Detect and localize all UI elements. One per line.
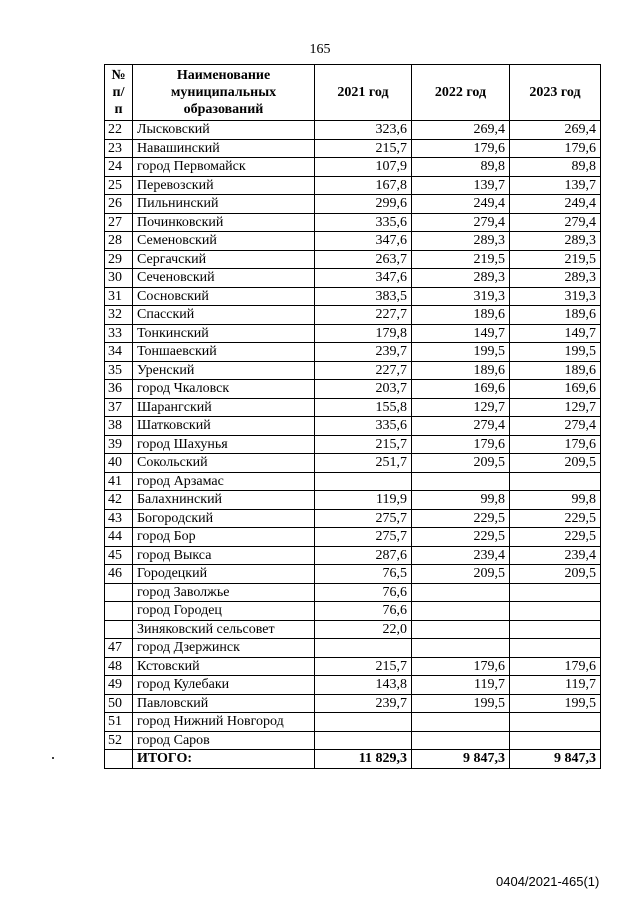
row-number-cell: 39 xyxy=(105,435,133,454)
municipality-name-cell: город Саров xyxy=(133,731,315,750)
table-row xyxy=(105,694,601,713)
row-number-cell: 25 xyxy=(105,176,133,195)
municipality-name-cell: Лысковский xyxy=(133,121,315,140)
value-2021-cell: 275,7 xyxy=(315,528,412,547)
value-2022-cell xyxy=(412,731,510,750)
value-2022-cell xyxy=(412,472,510,491)
municipality-name-cell: Шарангский xyxy=(133,398,315,417)
value-2022-cell: 319,3 xyxy=(412,287,510,306)
municipality-name-cell: Сеченовский xyxy=(133,269,315,288)
row-number-cell: 28 xyxy=(105,232,133,251)
value-2022-cell: 289,3 xyxy=(412,269,510,288)
value-2021-cell xyxy=(315,472,412,491)
row-number-cell: 30 xyxy=(105,269,133,288)
table-row xyxy=(105,620,601,639)
table-row xyxy=(105,158,601,177)
total-label: ИТОГО: xyxy=(133,750,315,769)
municipality-name-cell: Богородский xyxy=(133,509,315,528)
value-2022-cell: 279,4 xyxy=(412,213,510,232)
row-number-cell: 26 xyxy=(105,195,133,214)
value-2021-cell: 203,7 xyxy=(315,380,412,399)
value-2022-cell: 179,6 xyxy=(412,657,510,676)
total-2021: 11 829,3 xyxy=(315,750,412,769)
value-2023-cell: 209,5 xyxy=(510,565,601,584)
value-2023-cell: 289,3 xyxy=(510,232,601,251)
row-number-cell: 50 xyxy=(105,694,133,713)
value-2021-cell: 335,6 xyxy=(315,417,412,436)
value-2022-cell: 99,8 xyxy=(412,491,510,510)
value-2023-cell: 249,4 xyxy=(510,195,601,214)
row-number-cell: 40 xyxy=(105,454,133,473)
table-row xyxy=(105,195,601,214)
value-2022-cell: 139,7 xyxy=(412,176,510,195)
value-2023-cell xyxy=(510,583,601,602)
municipality-name-cell: Семеновский xyxy=(133,232,315,251)
value-2021-cell: 347,6 xyxy=(315,232,412,251)
row-number-cell: 41 xyxy=(105,472,133,491)
municipality-name-cell: Спасский xyxy=(133,306,315,325)
municipality-name-cell: Городецкий xyxy=(133,565,315,584)
value-2023-cell: 199,5 xyxy=(510,343,601,362)
value-2021-cell: 179,8 xyxy=(315,324,412,343)
value-2022-cell: 249,4 xyxy=(412,195,510,214)
value-2021-cell: 323,6 xyxy=(315,121,412,140)
value-2023-cell xyxy=(510,639,601,658)
row-number-cell: 49 xyxy=(105,676,133,695)
table-row xyxy=(105,324,601,343)
row-number-cell: 42 xyxy=(105,491,133,510)
value-2022-cell: 239,4 xyxy=(412,546,510,565)
municipality-name-cell: город Нижний Новгород xyxy=(133,713,315,732)
value-2021-cell: 76,5 xyxy=(315,565,412,584)
row-number-cell: 52 xyxy=(105,731,133,750)
municipality-name-cell: город Городец xyxy=(133,602,315,621)
municipality-name-cell: Навашинский xyxy=(133,139,315,158)
row-number-cell xyxy=(105,620,133,639)
municipality-name-cell: Перевозский xyxy=(133,176,315,195)
municipality-name-cell: город Арзамас xyxy=(133,472,315,491)
municipality-name-cell: Шатковский xyxy=(133,417,315,436)
row-number-cell: 23 xyxy=(105,139,133,158)
header-2023: 2023 год xyxy=(510,65,601,121)
value-2022-cell xyxy=(412,583,510,602)
table-body xyxy=(105,121,601,750)
value-2023-cell: 119,7 xyxy=(510,676,601,695)
header-number: № п/п xyxy=(105,65,133,121)
header-2022: 2022 год xyxy=(412,65,510,121)
row-number-cell: 46 xyxy=(105,565,133,584)
row-number-cell: 51 xyxy=(105,713,133,732)
value-2021-cell: 275,7 xyxy=(315,509,412,528)
row-number-cell: 37 xyxy=(105,398,133,417)
total-row xyxy=(105,750,601,769)
value-2022-cell: 179,6 xyxy=(412,139,510,158)
value-2021-cell: 263,7 xyxy=(315,250,412,269)
value-2021-cell xyxy=(315,731,412,750)
value-2023-cell: 229,5 xyxy=(510,528,601,547)
row-number-cell: 35 xyxy=(105,361,133,380)
value-2023-cell xyxy=(510,620,601,639)
value-2022-cell: 199,5 xyxy=(412,694,510,713)
value-2023-cell: 279,4 xyxy=(510,213,601,232)
value-2021-cell: 299,6 xyxy=(315,195,412,214)
value-2023-cell: 269,4 xyxy=(510,121,601,140)
table-row xyxy=(105,121,601,140)
page-number: 165 xyxy=(309,42,331,57)
value-2023-cell: 199,5 xyxy=(510,694,601,713)
value-2022-cell xyxy=(412,602,510,621)
value-2023-cell: 169,6 xyxy=(510,380,601,399)
header-name: Наименование муниципальных образований xyxy=(133,65,315,121)
value-2021-cell: 239,7 xyxy=(315,694,412,713)
table-row xyxy=(105,565,601,584)
table-row xyxy=(105,343,601,362)
row-number-cell: 48 xyxy=(105,657,133,676)
header-2021: 2021 год xyxy=(315,65,412,121)
table-row xyxy=(105,713,601,732)
row-number-cell: 29 xyxy=(105,250,133,269)
value-2022-cell xyxy=(412,620,510,639)
row-number-cell: 22 xyxy=(105,121,133,140)
value-2022-cell: 289,3 xyxy=(412,232,510,251)
value-2023-cell: 239,4 xyxy=(510,546,601,565)
value-2022-cell: 229,5 xyxy=(412,528,510,547)
table-row xyxy=(105,306,601,325)
table-row xyxy=(105,639,601,658)
value-2023-cell: 229,5 xyxy=(510,509,601,528)
municipality-name-cell: Сергачский xyxy=(133,250,315,269)
municipality-name-cell: город Дзержинск xyxy=(133,639,315,658)
municipality-name-cell: Тонкинский xyxy=(133,324,315,343)
table-row xyxy=(105,435,601,454)
value-2023-cell: 179,6 xyxy=(510,139,601,158)
value-2021-cell: 215,7 xyxy=(315,657,412,676)
value-2022-cell: 209,5 xyxy=(412,565,510,584)
total-number-cell xyxy=(105,750,133,769)
value-2023-cell xyxy=(510,713,601,732)
value-2021-cell: 215,7 xyxy=(315,435,412,454)
value-2021-cell: 155,8 xyxy=(315,398,412,417)
value-2023-cell: 289,3 xyxy=(510,269,601,288)
document-code: 0404/2021-465(1) xyxy=(496,874,600,889)
value-2021-cell: 22,0 xyxy=(315,620,412,639)
table-row xyxy=(105,287,601,306)
table-row xyxy=(105,398,601,417)
table-row xyxy=(105,454,601,473)
table-row xyxy=(105,528,601,547)
value-2023-cell: 129,7 xyxy=(510,398,601,417)
row-number-cell: 43 xyxy=(105,509,133,528)
value-2023-cell: 99,8 xyxy=(510,491,601,510)
value-2022-cell: 119,7 xyxy=(412,676,510,695)
value-2023-cell: 139,7 xyxy=(510,176,601,195)
table-row xyxy=(105,546,601,565)
municipality-name-cell: Починковский xyxy=(133,213,315,232)
value-2021-cell: 227,7 xyxy=(315,306,412,325)
row-number-cell: 47 xyxy=(105,639,133,658)
value-2023-cell xyxy=(510,731,601,750)
row-number-cell: 33 xyxy=(105,324,133,343)
value-2023-cell xyxy=(510,472,601,491)
value-2021-cell: 76,6 xyxy=(315,583,412,602)
municipality-name-cell: город Бор xyxy=(133,528,315,547)
value-2022-cell: 209,5 xyxy=(412,454,510,473)
table-row xyxy=(105,232,601,251)
value-2023-cell: 149,7 xyxy=(510,324,601,343)
table-row xyxy=(105,472,601,491)
value-2022-cell: 269,4 xyxy=(412,121,510,140)
value-2021-cell: 239,7 xyxy=(315,343,412,362)
row-number-cell: 27 xyxy=(105,213,133,232)
table-row xyxy=(105,269,601,288)
value-2022-cell: 229,5 xyxy=(412,509,510,528)
value-2022-cell: 189,6 xyxy=(412,361,510,380)
value-2022-cell: 189,6 xyxy=(412,306,510,325)
row-number-cell: 31 xyxy=(105,287,133,306)
value-2023-cell: 179,6 xyxy=(510,657,601,676)
municipal-allocation-table xyxy=(104,64,601,769)
value-2021-cell: 167,8 xyxy=(315,176,412,195)
table-row xyxy=(105,250,601,269)
row-number-cell xyxy=(105,583,133,602)
value-2022-cell: 149,7 xyxy=(412,324,510,343)
value-2023-cell: 179,6 xyxy=(510,435,601,454)
value-2021-cell: 143,8 xyxy=(315,676,412,695)
value-2022-cell: 169,6 xyxy=(412,380,510,399)
value-2021-cell: 383,5 xyxy=(315,287,412,306)
municipality-name-cell: Балахнинский xyxy=(133,491,315,510)
table-header-row xyxy=(105,65,601,121)
table-row xyxy=(105,139,601,158)
value-2023-cell: 89,8 xyxy=(510,158,601,177)
table-row xyxy=(105,176,601,195)
value-2021-cell: 215,7 xyxy=(315,139,412,158)
municipality-name-cell: Пильнинский xyxy=(133,195,315,214)
municipality-name-cell: Кстовский xyxy=(133,657,315,676)
municipality-name-cell: город Чкаловск xyxy=(133,380,315,399)
value-2021-cell: 107,9 xyxy=(315,158,412,177)
table-row xyxy=(105,509,601,528)
municipality-name-cell: город Выкса xyxy=(133,546,315,565)
total-2022: 9 847,3 xyxy=(412,750,510,769)
value-2022-cell: 199,5 xyxy=(412,343,510,362)
municipality-name-cell: Павловский xyxy=(133,694,315,713)
value-2023-cell: 319,3 xyxy=(510,287,601,306)
value-2023-cell: 209,5 xyxy=(510,454,601,473)
value-2022-cell: 219,5 xyxy=(412,250,510,269)
value-2023-cell: 279,4 xyxy=(510,417,601,436)
value-2022-cell: 89,8 xyxy=(412,158,510,177)
municipality-name-cell: Тоншаевский xyxy=(133,343,315,362)
table-row xyxy=(105,602,601,621)
row-number-cell: 34 xyxy=(105,343,133,362)
table-row xyxy=(105,491,601,510)
value-2021-cell: 251,7 xyxy=(315,454,412,473)
value-2021-cell: 347,6 xyxy=(315,269,412,288)
municipality-name-cell: город Первомайск xyxy=(133,158,315,177)
municipality-name-cell: Сосновский xyxy=(133,287,315,306)
municipality-name-cell: Сокольский xyxy=(133,454,315,473)
value-2021-cell: 335,6 xyxy=(315,213,412,232)
value-2023-cell xyxy=(510,602,601,621)
municipality-name-cell: город Заволжье xyxy=(133,583,315,602)
table-row xyxy=(105,676,601,695)
value-2023-cell: 189,6 xyxy=(510,361,601,380)
table-row xyxy=(105,583,601,602)
municipality-name-cell: город Шахунья xyxy=(133,435,315,454)
value-2023-cell: 189,6 xyxy=(510,306,601,325)
table-row xyxy=(105,417,601,436)
row-number-cell: 24 xyxy=(105,158,133,177)
value-2022-cell xyxy=(412,639,510,658)
value-2022-cell: 129,7 xyxy=(412,398,510,417)
value-2022-cell xyxy=(412,713,510,732)
table-row xyxy=(105,213,601,232)
row-number-cell: 38 xyxy=(105,417,133,436)
value-2021-cell xyxy=(315,639,412,658)
row-number-cell: 36 xyxy=(105,380,133,399)
municipality-name-cell: Уренский xyxy=(133,361,315,380)
value-2021-cell: 287,6 xyxy=(315,546,412,565)
table-row xyxy=(105,657,601,676)
value-2022-cell: 279,4 xyxy=(412,417,510,436)
total-2023: 9 847,3 xyxy=(510,750,601,769)
value-2023-cell: 219,5 xyxy=(510,250,601,269)
margin-mark xyxy=(52,757,54,759)
row-number-cell: 32 xyxy=(105,306,133,325)
municipality-name-cell: Зиняковский сельсовет xyxy=(133,620,315,639)
value-2021-cell: 76,6 xyxy=(315,602,412,621)
value-2021-cell: 227,7 xyxy=(315,361,412,380)
row-number-cell: 45 xyxy=(105,546,133,565)
table-row xyxy=(105,380,601,399)
value-2022-cell: 179,6 xyxy=(412,435,510,454)
row-number-cell xyxy=(105,602,133,621)
value-2021-cell: 119,9 xyxy=(315,491,412,510)
value-2021-cell xyxy=(315,713,412,732)
row-number-cell: 44 xyxy=(105,528,133,547)
municipality-name-cell: город Кулебаки xyxy=(133,676,315,695)
table-row xyxy=(105,361,601,380)
table-row xyxy=(105,731,601,750)
